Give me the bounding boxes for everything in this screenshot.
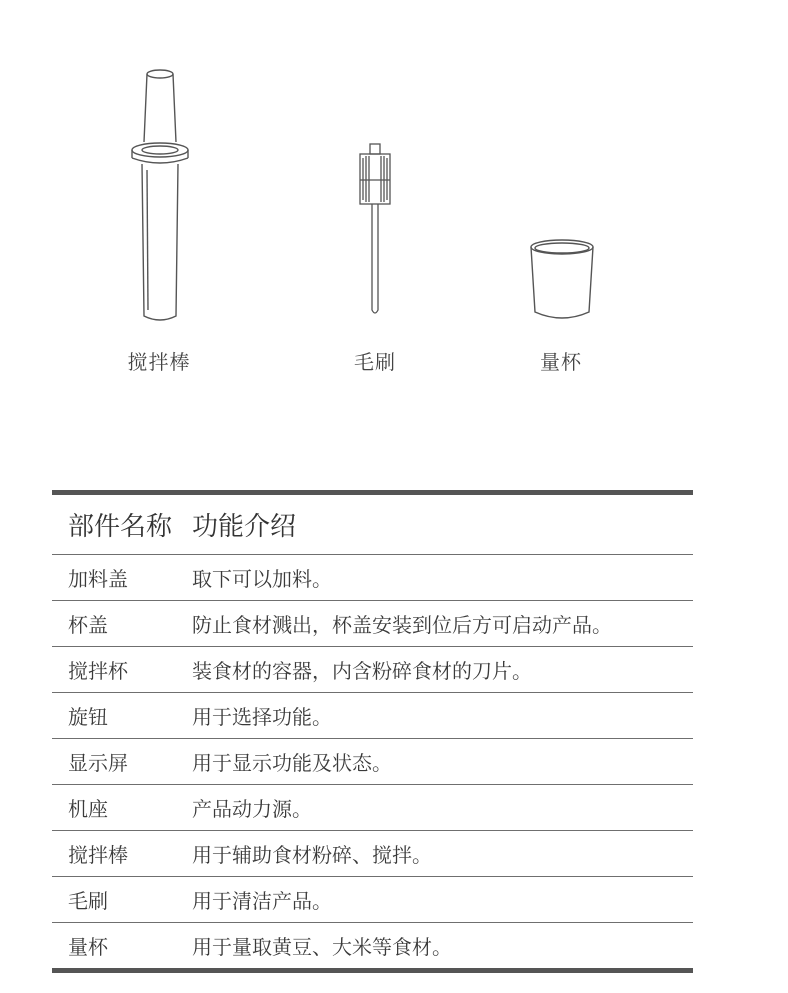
part-function: 用于清洁产品。 <box>192 889 332 913</box>
part-name: 搅拌杯 <box>68 659 128 683</box>
part-function: 装食材的容器，内含粉碎食材的刀片。 <box>192 659 532 683</box>
table-header-row <box>52 495 693 555</box>
part-function: 用于量取黄豆、大米等食材。 <box>192 935 452 959</box>
header-part-name: 部件名称 <box>68 512 173 542</box>
part-function: 用于辅助食材粉碎、搅拌。 <box>192 843 432 867</box>
measuring-cup-illustration <box>526 234 598 326</box>
table-row <box>52 923 693 968</box>
brush-caption: 毛刷 <box>354 350 396 374</box>
table-row <box>52 831 693 877</box>
table-row <box>52 555 693 601</box>
part-function: 取下可以加料。 <box>192 567 332 591</box>
table-row <box>52 601 693 647</box>
part-name: 搅拌棒 <box>68 843 128 867</box>
part-function: 用于显示功能及状态。 <box>192 751 392 775</box>
stirring-rod-caption: 搅拌棒 <box>127 350 191 374</box>
part-function: 用于选择功能。 <box>192 705 332 729</box>
parts-table <box>52 490 693 973</box>
table-row <box>52 877 693 923</box>
part-name: 显示屏 <box>68 751 128 775</box>
stirring-rod-illustration <box>120 60 200 330</box>
part-name: 杯盖 <box>68 613 108 637</box>
part-name: 旋钮 <box>68 705 108 729</box>
header-function: 功能介绍 <box>192 512 297 542</box>
part-function: 产品动力源。 <box>192 797 312 821</box>
table-row <box>52 739 693 785</box>
measuring-cup-caption: 量杯 <box>540 350 582 374</box>
brush-illustration <box>350 140 400 325</box>
table-row <box>52 785 693 831</box>
part-name: 毛刷 <box>68 889 108 913</box>
part-function: 防止食材溅出，杯盖安装到位后方可启动产品。 <box>192 613 612 637</box>
table-row <box>52 693 693 739</box>
part-name: 量杯 <box>68 935 108 959</box>
table-row <box>52 647 693 693</box>
part-name: 机座 <box>68 797 108 821</box>
part-name: 加料盖 <box>68 567 128 591</box>
